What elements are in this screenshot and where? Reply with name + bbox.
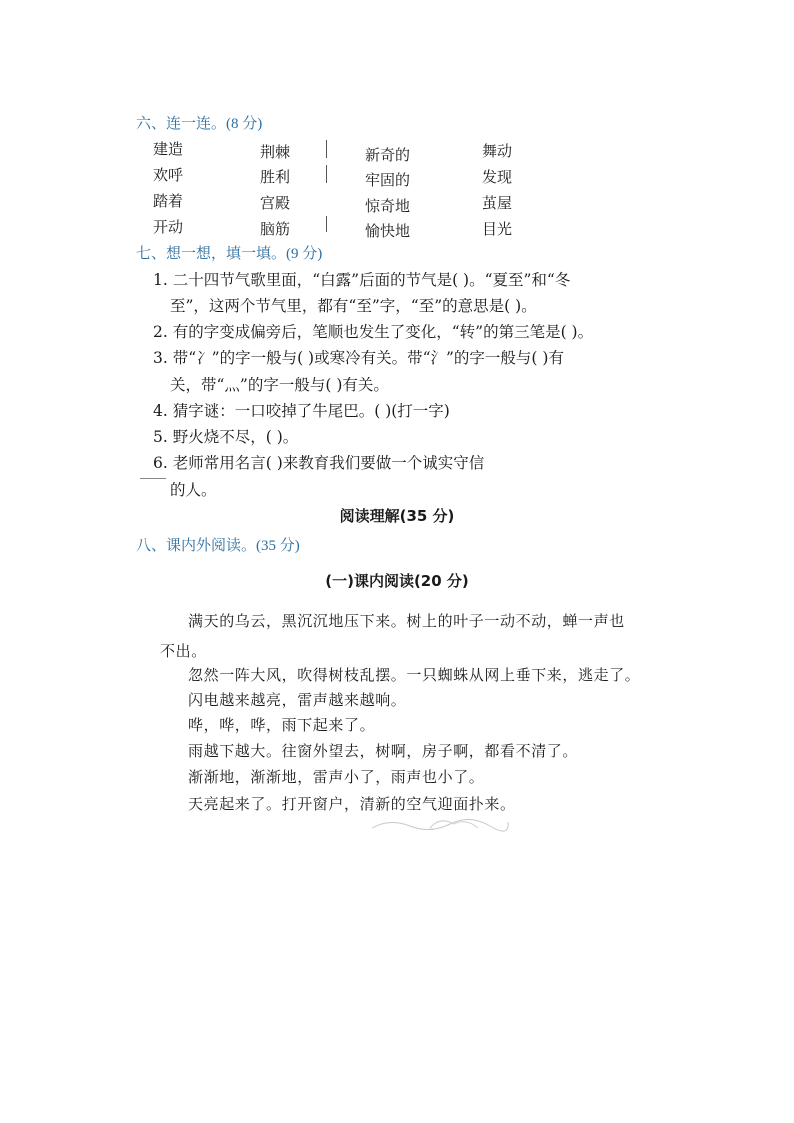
reading-section-header: 阅读理解(35 分) [339, 507, 455, 525]
scan-smudge [140, 478, 166, 479]
column-divider [326, 216, 327, 232]
match-col2-item: 脑筋 [260, 220, 291, 238]
section7-title [136, 242, 322, 263]
match-col2-item: 宫殿 [260, 194, 291, 212]
section6-title-text: 六、连一连。 [136, 114, 227, 132]
match-col3-item: 牢固的 [365, 171, 411, 189]
match-col3-item: 愉快地 [365, 222, 411, 240]
decorative-sketch [370, 814, 510, 832]
match-col2-item: 胜利 [260, 168, 291, 186]
match-col2-item: 荆棘 [260, 143, 291, 161]
reading-paragraph: 天亮起来了。打开窗户，清新的空气迎面扑来。 [188, 795, 516, 813]
match-col1-item: 开动 [153, 218, 184, 236]
reading-paragraph: 闪电越来越亮，雷声越来越响。 [188, 691, 407, 709]
section8-points: (35 分) [256, 538, 300, 554]
reading-paragraph: 渐渐地，渐渐地，雷声小了，雨声也小了。 [188, 768, 485, 786]
reading-paragraph: 哗，哗，哗，雨下起来了。 [188, 716, 376, 734]
column-divider [326, 140, 327, 158]
reading-paragraph: 满天的乌云，黑沉沉地压下来。树上的叶子一动不动，蝉一声也 [188, 612, 625, 630]
question-1-line1: 1. 二十四节气歌里面，“白露”后面的节气是( )。“夏至”和“冬 [153, 271, 571, 289]
question-5: 5. 野火烧不尽，( )。 [153, 428, 299, 446]
reading-paragraph: 不出。 [160, 642, 207, 660]
match-col4-item: 舞动 [482, 142, 513, 160]
section7-points: (9 分) [286, 246, 323, 262]
section6-title [136, 112, 262, 133]
question-3-line1: 3. 带“冫”的字一般与( )或寒冷有关。带“氵”的字一般与( )有 [153, 349, 564, 367]
question-6-line2: 的人。 [170, 481, 217, 499]
match-col1-item: 欢呼 [153, 166, 184, 184]
section8-title [136, 534, 300, 555]
reading-paragraph: 忽然一阵大风，吹得树枝乱摆。一只蜘蛛从网上垂下来，逃走了。 [188, 666, 641, 684]
match-col3-item: 惊奇地 [365, 197, 411, 215]
question-4: 4. 猜字谜：一口咬掉了牛尾巴。( )(打一字) [153, 402, 450, 420]
section8-title-text: 八、课内外阅读。 [136, 536, 257, 554]
reading-subtitle: (一)课内阅读(20 分) [325, 572, 469, 590]
match-col1-item: 踏着 [153, 192, 184, 210]
question-6-line1: 6. 老师常用名言( )来教育我们要做一个诚实守信 [153, 454, 485, 472]
question-3-line2: 关，带“灬”的字一般与( )有关。 [170, 376, 389, 394]
reading-paragraph: 雨越下越大。往窗外望去，树啊，房子啊，都看不清了。 [188, 742, 579, 760]
question-2: 2. 有的字变成偏旁后，笔顺也发生了变化，“转”的第三笔是( )。 [153, 323, 594, 341]
match-col4-item: 茧屋 [482, 194, 513, 212]
question-1-line2: 至”，这两个节气里，都有“至”字，“至”的意思是( )。 [170, 297, 537, 315]
section7-title-text: 七、想一想，填一填。 [136, 244, 287, 262]
match-col3-item: 新奇的 [365, 146, 411, 164]
column-divider [326, 165, 327, 183]
match-col4-item: 目光 [482, 220, 513, 238]
match-col1-item: 建造 [153, 140, 184, 158]
match-col4-item: 发现 [482, 168, 513, 186]
section6-points: (8 分) [226, 116, 263, 132]
